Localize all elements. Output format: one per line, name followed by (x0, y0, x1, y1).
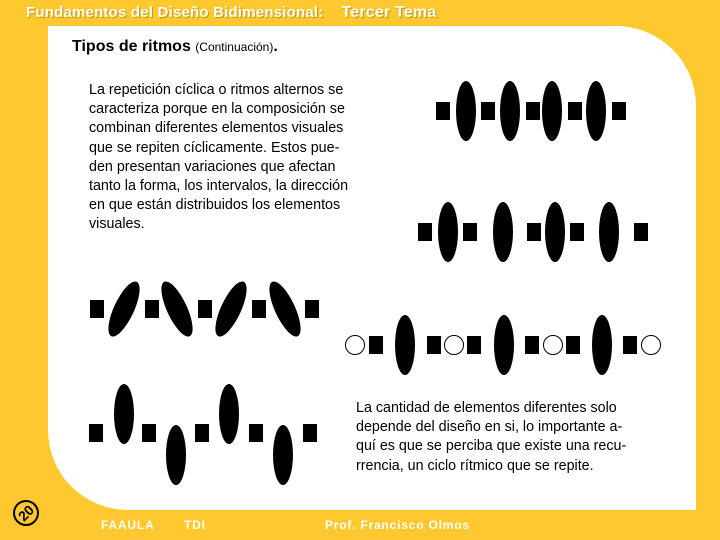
pattern-alternating-height (89, 384, 317, 485)
page-number: 20 (14, 501, 38, 525)
pattern-alternating-ellipses (436, 81, 626, 141)
pattern-tilted-direction (90, 278, 319, 341)
topic-title: Tercer Tema (341, 4, 437, 21)
course-title: Fundamentos del Diseño Bidimensional: (26, 4, 324, 21)
subtitle-note: (Continuación) (195, 40, 274, 54)
paragraph-element-quantity: La cantidad de elementos diferentes solo depende del diseño en si, lo importante a- quí es que se perciba que existe una recu- rrencia, un ciclo rítmico que se repite. (356, 400, 627, 474)
footer-professor: Prof. Francisco Olmos (325, 518, 470, 532)
pattern-three-elements (346, 315, 661, 375)
footer-course-code: TDI (184, 518, 206, 532)
subtitle-dot: . (273, 38, 278, 55)
paragraph-cyclic-repetition: La repetición cíclica o ritmos alternos se caracteriza porque en la composición se combinan diferentes elementos visuales que se repiten cíclicamente. Estos pue- den presentan variaciones que afectan tanto la forma, los intervalos, la dirección en que están distribuidos los elementos visuales. (89, 82, 349, 233)
pattern-varied-intervals (418, 202, 648, 262)
footer-school: FAAULA (101, 518, 155, 532)
subtitle-main: Tipos de ritmos (72, 38, 191, 55)
